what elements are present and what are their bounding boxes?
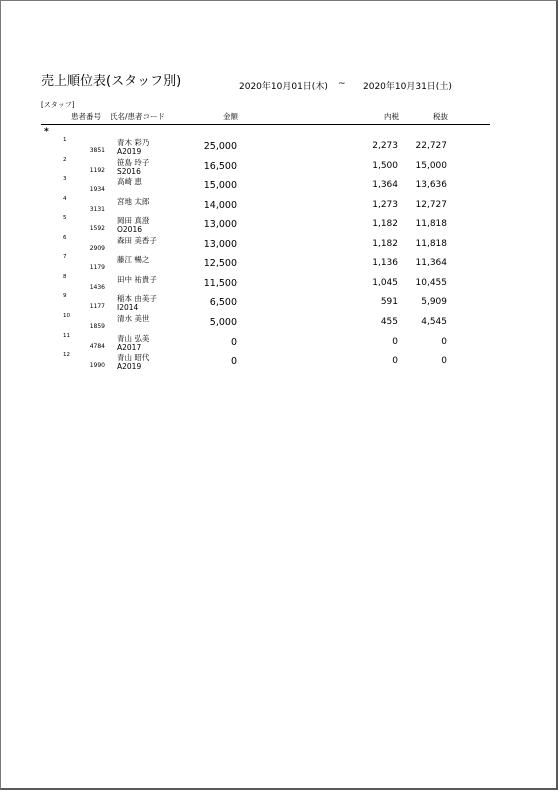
tax-included-cell: 1,273 — [372, 199, 398, 210]
patient-name-cell: 青木 彩乃 — [117, 138, 150, 147]
tax-excluded-cell: 11,818 — [415, 238, 447, 249]
tax-included-cell: 2,273 — [372, 141, 398, 151]
report-title: 売上順位表(スタッフ別) — [41, 74, 182, 89]
amount-cell: 13,000 — [203, 238, 237, 250]
tax-excluded-cell: 13,636 — [415, 180, 447, 191]
rank-cell: 3 — [63, 176, 67, 183]
amount-cell: 15,000 — [203, 180, 237, 192]
patient-code-cell: O2016 — [117, 225, 142, 235]
patient-no-cell: 1192 — [89, 166, 105, 174]
group-marker: * — [44, 127, 49, 137]
header-name-code: 氏名/患者コード — [110, 112, 166, 121]
patient-no-cell: 3131 — [89, 205, 105, 213]
table-row — [1, 274, 559, 294]
patient-code-cell: A2019 — [117, 362, 142, 372]
tax-excluded-cell: 22,727 — [415, 141, 447, 151]
amount-cell: 13,000 — [203, 219, 237, 231]
patient-name-cell: 高崎 恵 — [117, 177, 142, 187]
amount-cell: 0 — [230, 336, 237, 348]
tax-included-cell: 1,500 — [372, 160, 398, 171]
table-row — [1, 352, 559, 372]
amount-cell: 16,500 — [203, 160, 237, 172]
table-row — [1, 254, 559, 274]
patient-no-cell: 2909 — [89, 244, 105, 252]
patient-name-cell: 稲本 由美子 — [117, 294, 157, 304]
patient-name-cell: 笹島 玲子 — [117, 157, 150, 167]
tax-included-cell: 1,136 — [372, 258, 398, 269]
rank-cell: 2 — [63, 156, 67, 163]
amount-cell: 0 — [230, 356, 237, 368]
rank-cell: 6 — [63, 234, 67, 241]
tax-included-cell: 455 — [380, 316, 398, 327]
rank-cell: 7 — [63, 254, 67, 261]
table-row — [1, 215, 559, 235]
tax-included-cell: 0 — [392, 356, 398, 367]
tax-excluded-cell: 4,545 — [421, 316, 447, 327]
patient-no-cell: 3851 — [89, 147, 105, 154]
rank-cell: 10 — [63, 312, 70, 319]
table-row — [1, 313, 559, 333]
header-rule — [41, 124, 490, 125]
patient-name-cell: 森田 美香子 — [117, 235, 157, 245]
rank-cell: 8 — [63, 273, 67, 280]
amount-cell: 5,000 — [209, 316, 237, 328]
table-row — [1, 333, 559, 353]
patient-no-cell: 4784 — [89, 342, 105, 350]
header-tax-included: 内税 — [384, 112, 399, 121]
patient-no-cell: 1592 — [89, 225, 105, 233]
tax-included-cell: 0 — [392, 336, 398, 347]
header-patient-no: 患者番号 — [71, 112, 101, 121]
table-row — [1, 293, 559, 313]
patient-name-cell: 藤江 暢之 — [117, 255, 150, 265]
tax-included-cell: 1,182 — [372, 238, 398, 249]
amount-cell: 11,500 — [203, 277, 237, 289]
rank-cell: 11 — [63, 332, 70, 339]
patient-code-cell: A2019 — [117, 147, 142, 156]
rank-cell: 12 — [63, 352, 70, 359]
rank-cell: 9 — [63, 293, 67, 300]
patient-no-cell: 1859 — [89, 322, 105, 330]
period-end: 2020年10月31日(土) — [363, 82, 452, 92]
amount-cell: 25,000 — [203, 141, 237, 152]
header-tax-excluded: 税抜 — [433, 112, 448, 121]
patient-code-cell: A2017 — [117, 342, 142, 352]
period-separator: ~ — [338, 79, 346, 89]
amount-cell: 6,500 — [209, 297, 237, 309]
tax-excluded-cell: 11,364 — [415, 258, 447, 269]
tax-excluded-cell: 0 — [441, 356, 447, 367]
patient-name-cell: 青山 昭代 — [117, 353, 150, 363]
table-row — [1, 137, 559, 157]
header-amount: 金額 — [223, 112, 238, 121]
tax-excluded-cell: 10,455 — [415, 277, 447, 288]
tax-excluded-cell: 5,909 — [421, 297, 447, 308]
patient-no-cell: 1177 — [89, 303, 105, 311]
patient-no-cell: 1990 — [89, 362, 105, 370]
amount-cell: 14,000 — [203, 199, 237, 211]
rank-cell: 4 — [63, 195, 67, 202]
amount-cell: 12,500 — [203, 258, 237, 270]
period-start: 2020年10月01日(木) — [239, 82, 328, 92]
patient-name-cell: 青山 弘美 — [117, 333, 150, 343]
tax-excluded-cell: 11,818 — [415, 219, 447, 230]
tax-included-cell: 1,364 — [372, 180, 398, 191]
tax-excluded-cell: 15,000 — [415, 160, 447, 171]
table-row — [1, 176, 559, 196]
tax-excluded-cell: 0 — [441, 336, 447, 347]
patient-no-cell: 1934 — [89, 186, 105, 194]
rank-cell: 5 — [63, 215, 67, 222]
table-row — [1, 196, 559, 216]
patient-name-cell: 田中 祐貴子 — [117, 274, 157, 284]
table-row — [1, 235, 559, 255]
group-label: [スタッフ] — [41, 101, 75, 109]
table-row — [1, 157, 559, 177]
patient-code-cell: I2014 — [117, 303, 139, 313]
tax-included-cell: 591 — [380, 297, 398, 308]
patient-name-cell: 宮地 太郎 — [117, 196, 150, 206]
patient-code-cell: S2016 — [117, 166, 141, 176]
tax-excluded-cell: 12,727 — [415, 199, 447, 210]
tax-included-cell: 1,045 — [372, 277, 398, 288]
patient-name-cell: 岡田 真澄 — [117, 216, 150, 226]
rank-cell: 1 — [63, 137, 67, 143]
tax-included-cell: 1,182 — [372, 219, 398, 230]
patient-name-cell: 清水 美世 — [117, 313, 150, 323]
patient-no-cell: 1179 — [89, 264, 105, 272]
patient-no-cell: 1436 — [89, 283, 105, 291]
